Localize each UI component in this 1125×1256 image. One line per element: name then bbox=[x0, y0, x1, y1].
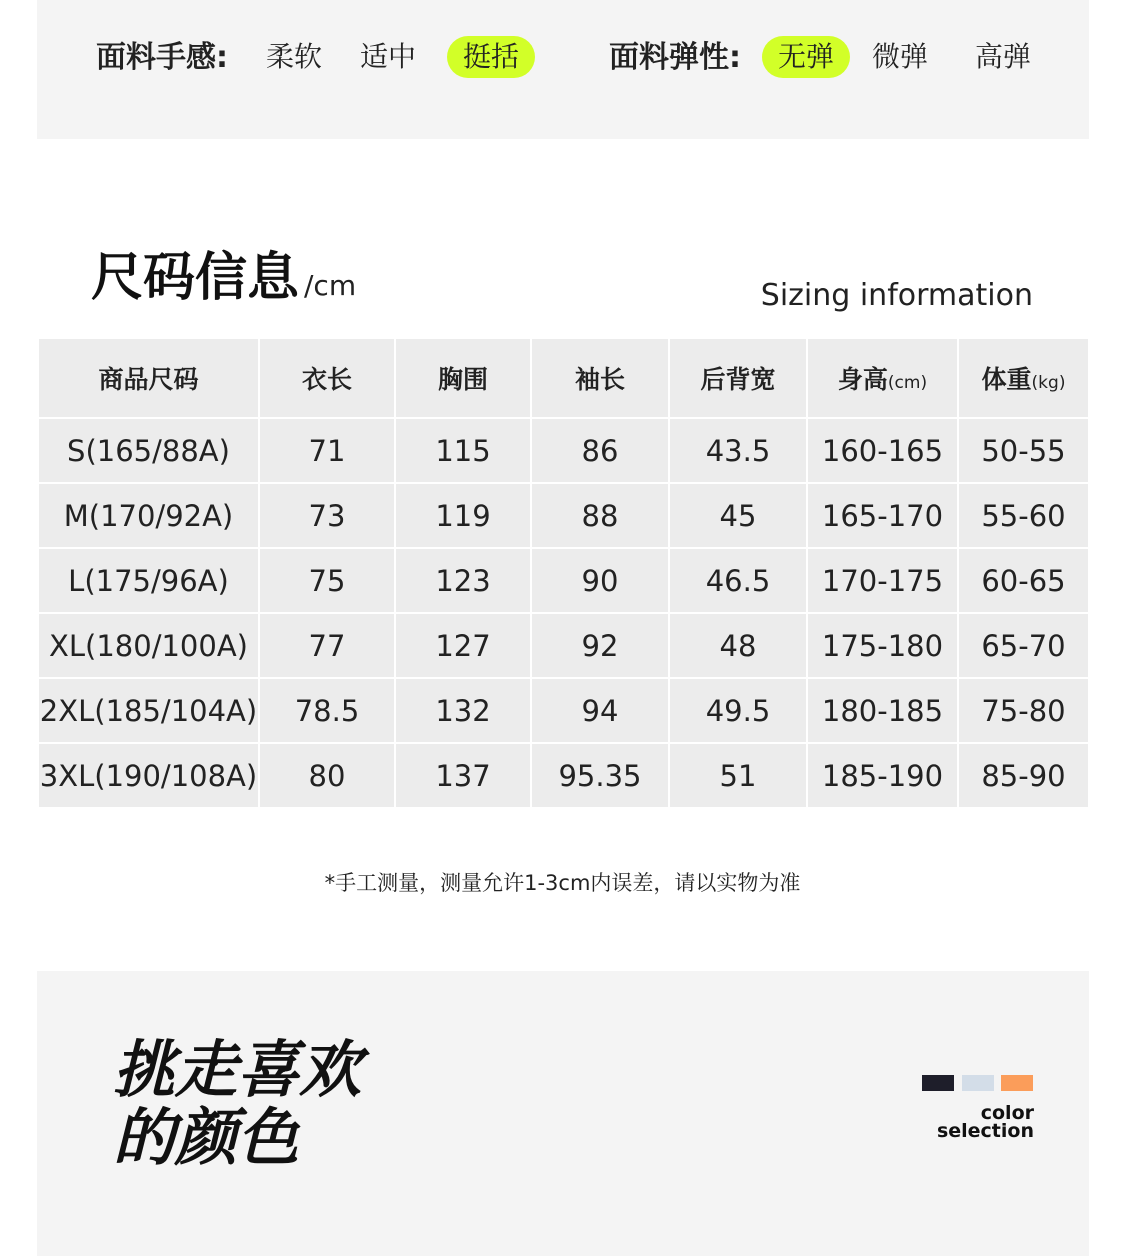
col-header-back-width: 后背宽 bbox=[669, 338, 807, 418]
col-header-size: 商品尺码 bbox=[38, 338, 259, 418]
color-label-line2: selection bbox=[936, 1120, 1034, 1142]
cell-chest: 137 bbox=[395, 743, 531, 808]
col-header-chest: 胸围 bbox=[395, 338, 531, 418]
cell-chest: 123 bbox=[395, 548, 531, 613]
cell-weight: 50-55 bbox=[958, 418, 1089, 483]
table-row bbox=[38, 678, 1089, 743]
table-row bbox=[38, 418, 1089, 483]
cell-sleeve: 90 bbox=[531, 548, 669, 613]
cell-sleeve: 95.35 bbox=[531, 743, 669, 808]
col-header-sleeve: 袖长 bbox=[531, 338, 669, 418]
col-header-length: 衣长 bbox=[259, 338, 395, 418]
cell-back-width: 48 bbox=[669, 613, 807, 678]
feel-option-medium: 适中 bbox=[359, 40, 416, 73]
cell-sleeve: 92 bbox=[531, 613, 669, 678]
cell-sleeve: 94 bbox=[531, 678, 669, 743]
cell-length: 77 bbox=[259, 613, 395, 678]
cell-sleeve: 88 bbox=[531, 483, 669, 548]
cell-weight: 85-90 bbox=[958, 743, 1089, 808]
size-table bbox=[37, 337, 1090, 809]
cell-size: M(170/92A) bbox=[38, 483, 259, 548]
cell-length: 73 bbox=[259, 483, 395, 548]
cell-weight: 55-60 bbox=[958, 483, 1089, 548]
table-header-row bbox=[38, 338, 1089, 418]
color-swatch-orange[interactable] bbox=[1001, 1075, 1033, 1091]
col-header-height: 身高(cm) bbox=[807, 338, 958, 418]
color-pick-title bbox=[113, 1033, 362, 1174]
sizing-title-en: Sizing information bbox=[760, 278, 1033, 313]
cell-height: 160-165 bbox=[807, 418, 958, 483]
cell-back-width: 46.5 bbox=[669, 548, 807, 613]
cell-size: L(175/96A) bbox=[38, 548, 259, 613]
cell-height: 185-190 bbox=[807, 743, 958, 808]
elasticity-option-high: 高弹 bbox=[974, 40, 1031, 73]
cell-length: 80 bbox=[259, 743, 395, 808]
table-row bbox=[38, 743, 1089, 808]
sizing-title: 尺码信息 bbox=[91, 248, 300, 308]
table-row bbox=[38, 613, 1089, 678]
cell-chest: 119 bbox=[395, 483, 531, 548]
feel-option-soft: 柔软 bbox=[265, 40, 322, 73]
cell-back-width: 45 bbox=[669, 483, 807, 548]
cell-length: 75 bbox=[259, 548, 395, 613]
cell-back-width: 43.5 bbox=[669, 418, 807, 483]
col-header-weight: 体重(kg) bbox=[958, 338, 1089, 418]
cell-size: 3XL(190/108A) bbox=[38, 743, 259, 808]
table-row bbox=[38, 483, 1089, 548]
color-pick-title-line1: 挑走喜欢 bbox=[113, 1033, 362, 1106]
cell-weight: 60-65 bbox=[958, 548, 1089, 613]
fabric-feel-label: 面料手感: bbox=[96, 40, 228, 75]
cell-height: 165-170 bbox=[807, 483, 958, 548]
cell-weight: 75-80 bbox=[958, 678, 1089, 743]
cell-height: 175-180 bbox=[807, 613, 958, 678]
cell-height: 170-175 bbox=[807, 548, 958, 613]
color-label-line1: color bbox=[980, 1102, 1034, 1124]
cell-length: 78.5 bbox=[259, 678, 395, 743]
sizing-unit: /cm bbox=[304, 269, 357, 302]
cell-chest: 132 bbox=[395, 678, 531, 743]
cell-size: 2XL(185/104A) bbox=[38, 678, 259, 743]
color-swatch-dark-navy[interactable] bbox=[922, 1075, 954, 1091]
elasticity-option-none: 无弹 bbox=[762, 36, 850, 78]
cell-height: 180-185 bbox=[807, 678, 958, 743]
elasticity-option-slight: 微弹 bbox=[871, 40, 928, 73]
cell-back-width: 49.5 bbox=[669, 678, 807, 743]
fabric-elasticity-label: 面料弹性: bbox=[609, 40, 741, 75]
cell-length: 71 bbox=[259, 418, 395, 483]
cell-weight: 65-70 bbox=[958, 613, 1089, 678]
cell-size: XL(180/100A) bbox=[38, 613, 259, 678]
cell-chest: 127 bbox=[395, 613, 531, 678]
color-pick-title-line2: 的颜色 bbox=[113, 1101, 300, 1174]
color-selection-label bbox=[937, 1104, 1034, 1140]
cell-size: S(165/88A) bbox=[38, 418, 259, 483]
color-swatch-light-blue[interactable] bbox=[962, 1075, 994, 1091]
feel-option-stiff: 挺括 bbox=[447, 36, 535, 78]
table-row bbox=[38, 548, 1089, 613]
cell-sleeve: 86 bbox=[531, 418, 669, 483]
cell-chest: 115 bbox=[395, 418, 531, 483]
measurement-note: *手工测量，测量允许1-3cm内误差，请以实物为准 bbox=[324, 871, 801, 895]
cell-back-width: 51 bbox=[669, 743, 807, 808]
